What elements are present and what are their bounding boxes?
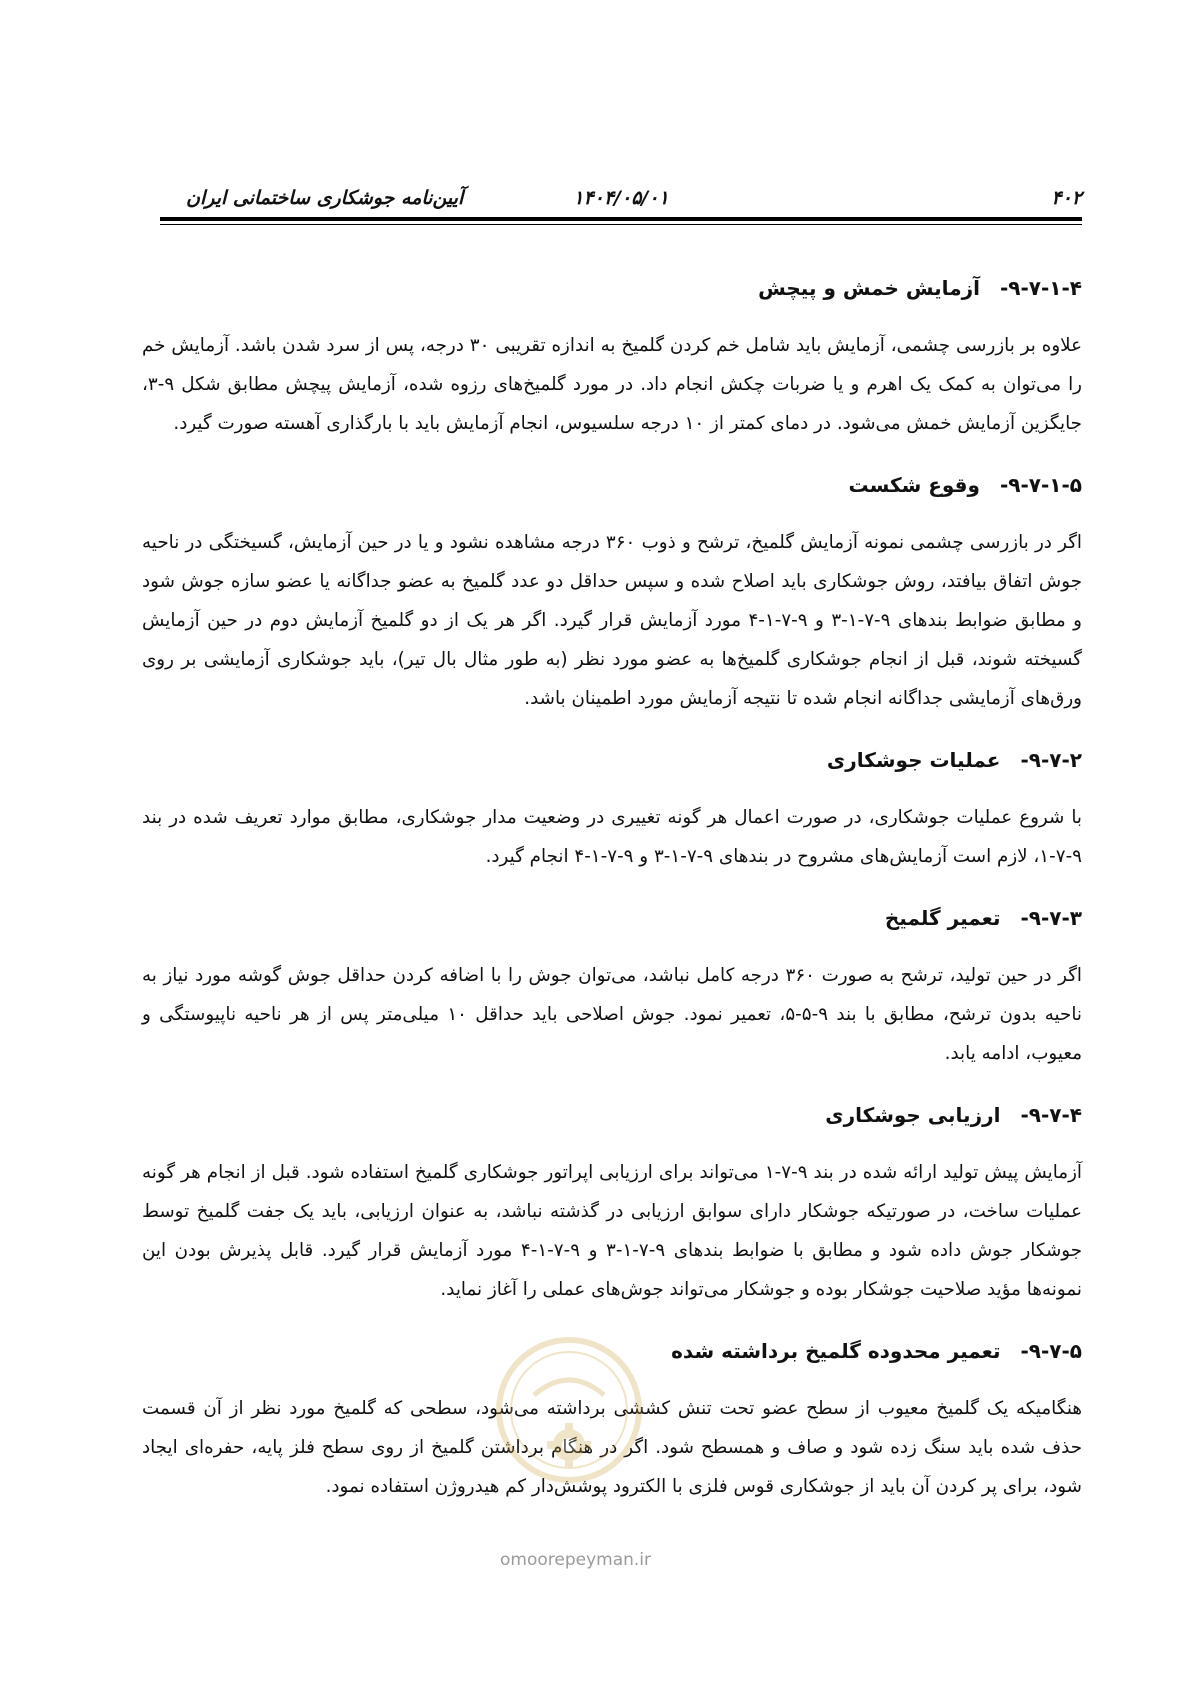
section-title: تعمیر گلمیخ (884, 906, 1001, 930)
section-paragraph: علاوه بر بازرسی چشمی، آزمایش باید شامل خم کردن گلمیخ به اندازه تقریبی ۳۰ درجه، پس از سرد شدن باشد. آزمایش خم را می‌توان به کمک یک اهرم و یا ضربات چکش انجام داد. در مورد گلمیخ‌های رزوه شده، آزمایش پیچش مطابق شکل ۹-۳، جایگزین آزمایش خمش می‌شود. در دمای کمتر از ۱۰ درجه سلسیوس، انجام آزمایش باید با بارگذاری آهسته صورت گیرد. (142, 335, 1082, 434)
section-paragraph: اگر در حین تولید، ترشح به صورت ۳۶۰ درجه کامل نباشد، می‌توان جوش را با اضافه کردن حداقل جوش گوشه مورد نیاز به ناحیه بدون ترشح، مطابق با بند ۹-۵-۵، تعمیر نمود. جوش اصلاحی باید حداقل ۱۰ میلی‌متر پس از هر ناحیه ناپیوستگی و معیوب، ادامه یابد. (142, 965, 1082, 1064)
section-number: ۹-۷-۴- (1020, 1103, 1082, 1127)
section-heading (142, 276, 1082, 306)
section-paragraph: آزمایش پیش تولید ارائه شده در بند ۹-۷-۱ می‌تواند برای ارزیابی اپراتور جوشکاری گلمیخ استفاده شود. قبل از انجام هر گونه عملیات ساخت، در صورتیکه جوشکار دارای سوابق ارزیابی در گذشته نباشد، به عنوان ارزیابی، باید یک جفت گلمیخ توسط جوشکار جوش داده شود و مطابق با ضوابط بندهای ۹-۷-۱-۳ و ۹-۷-۱-۴ مورد آزمایش قرار گیرد. قابل پذیرش بودن این نمونه‌ها مؤید صلاحیت جوشکار بوده و جوشکار می‌تواند جوش‌های عملی را آغاز نماید. (142, 1162, 1083, 1300)
section-heading (142, 1103, 1082, 1133)
section-title: تعمیر محدوده گلمیخ برداشته شده (671, 1339, 1001, 1363)
watermark-url: omoorepeyman.ir (500, 1550, 652, 1570)
section-paragraph: هنگامیکه یک گلمیخ معیوب از سطح عضو تحت تنش کششی برداشته می‌شود، سطحی که گلمیخ مورد نظر از آن قسمت حذف شده باید سنگ زده شود و صاف و همسطح شود. اگر در هنگام برداشتن گلمیخ از روی سطح فلز پایه، حفره‌ای ایجاد شود، برای پر کردن آن باید از جوشکاری قوس فلزی با الکترود پوشش‌دار کم هیدروژن استفاده نمود. (142, 1398, 1082, 1497)
section-title: ارزیابی جوشکاری (825, 1103, 1001, 1127)
section-title: آزمایش خمش و پیچش (758, 276, 980, 300)
section-number: ۹-۷-۳- (1020, 906, 1082, 930)
section-paragraph: اگر در بازرسی چشمی نمونه آزمایش گلمیخ، ترشح و ذوب ۳۶۰ درجه مشاهده نشود و یا در حین آزمایش، گسیختگی در ناحیه جوش اتفاق بیافتد، روش جوشکاری باید اصلاح شده و سپس حداقل دو عدد گلمیخ به عضو جداگانه یا عضو سازه جوش شود و مطابق ضوابط بندهای ۹-۷-۱-۳ و ۹-۷-۱-۴ مورد آزمایش قرار گیرد. اگر هر یک از دو گلمیخ آزمایش دوم در حین آزمایش گسیخته شوند، قبل از انجام جوشکاری گلمیخ‌ها به عضو مورد نظر (به طور مثال بال تیر)، باید جوشکاری آزمایشی بر روی ورق‌های آزمایشی جداگانه انجام شده تا نتیجه آزمایش مورد اطمینان باشد. (142, 532, 1083, 709)
section-heading (142, 748, 1082, 778)
section-paragraph: با شروع عملیات جوشکاری، در صورت اعمال هر گونه تغییری در وضعیت مدار جوشکاری، مطابق موارد تعریف شده در بند ۹-۷-۱، لازم است آزمایش‌های مشروح در بندهای ۹-۷-۱-۳ و ۹-۷-۱-۴ انجام گیرد. (142, 807, 1082, 867)
section-number: ۹-۷-۱-۴- (999, 276, 1082, 300)
header-rule-thick (160, 217, 1082, 221)
section-number: ۹-۷-۲- (1020, 748, 1082, 772)
page-number: ۴۰۲ (1051, 187, 1082, 209)
page-header (160, 187, 1082, 213)
header-date: ۱۴۰۴/۰۵/۰۱ (573, 187, 669, 209)
section-title: عملیات جوشکاری (826, 748, 1001, 772)
watermark-logo-icon (494, 1335, 644, 1485)
header-rule-thin (160, 224, 1082, 225)
section-title: وقوع شکست (848, 473, 980, 497)
section-heading (142, 906, 1082, 936)
section-number: ۹-۷-۵- (1020, 1339, 1082, 1363)
section-heading (142, 473, 1082, 503)
section-number: ۹-۷-۱-۵- (999, 473, 1082, 497)
header-document-title: آیین‌نامه جوشکاری ساختمانی ایران (186, 187, 464, 209)
